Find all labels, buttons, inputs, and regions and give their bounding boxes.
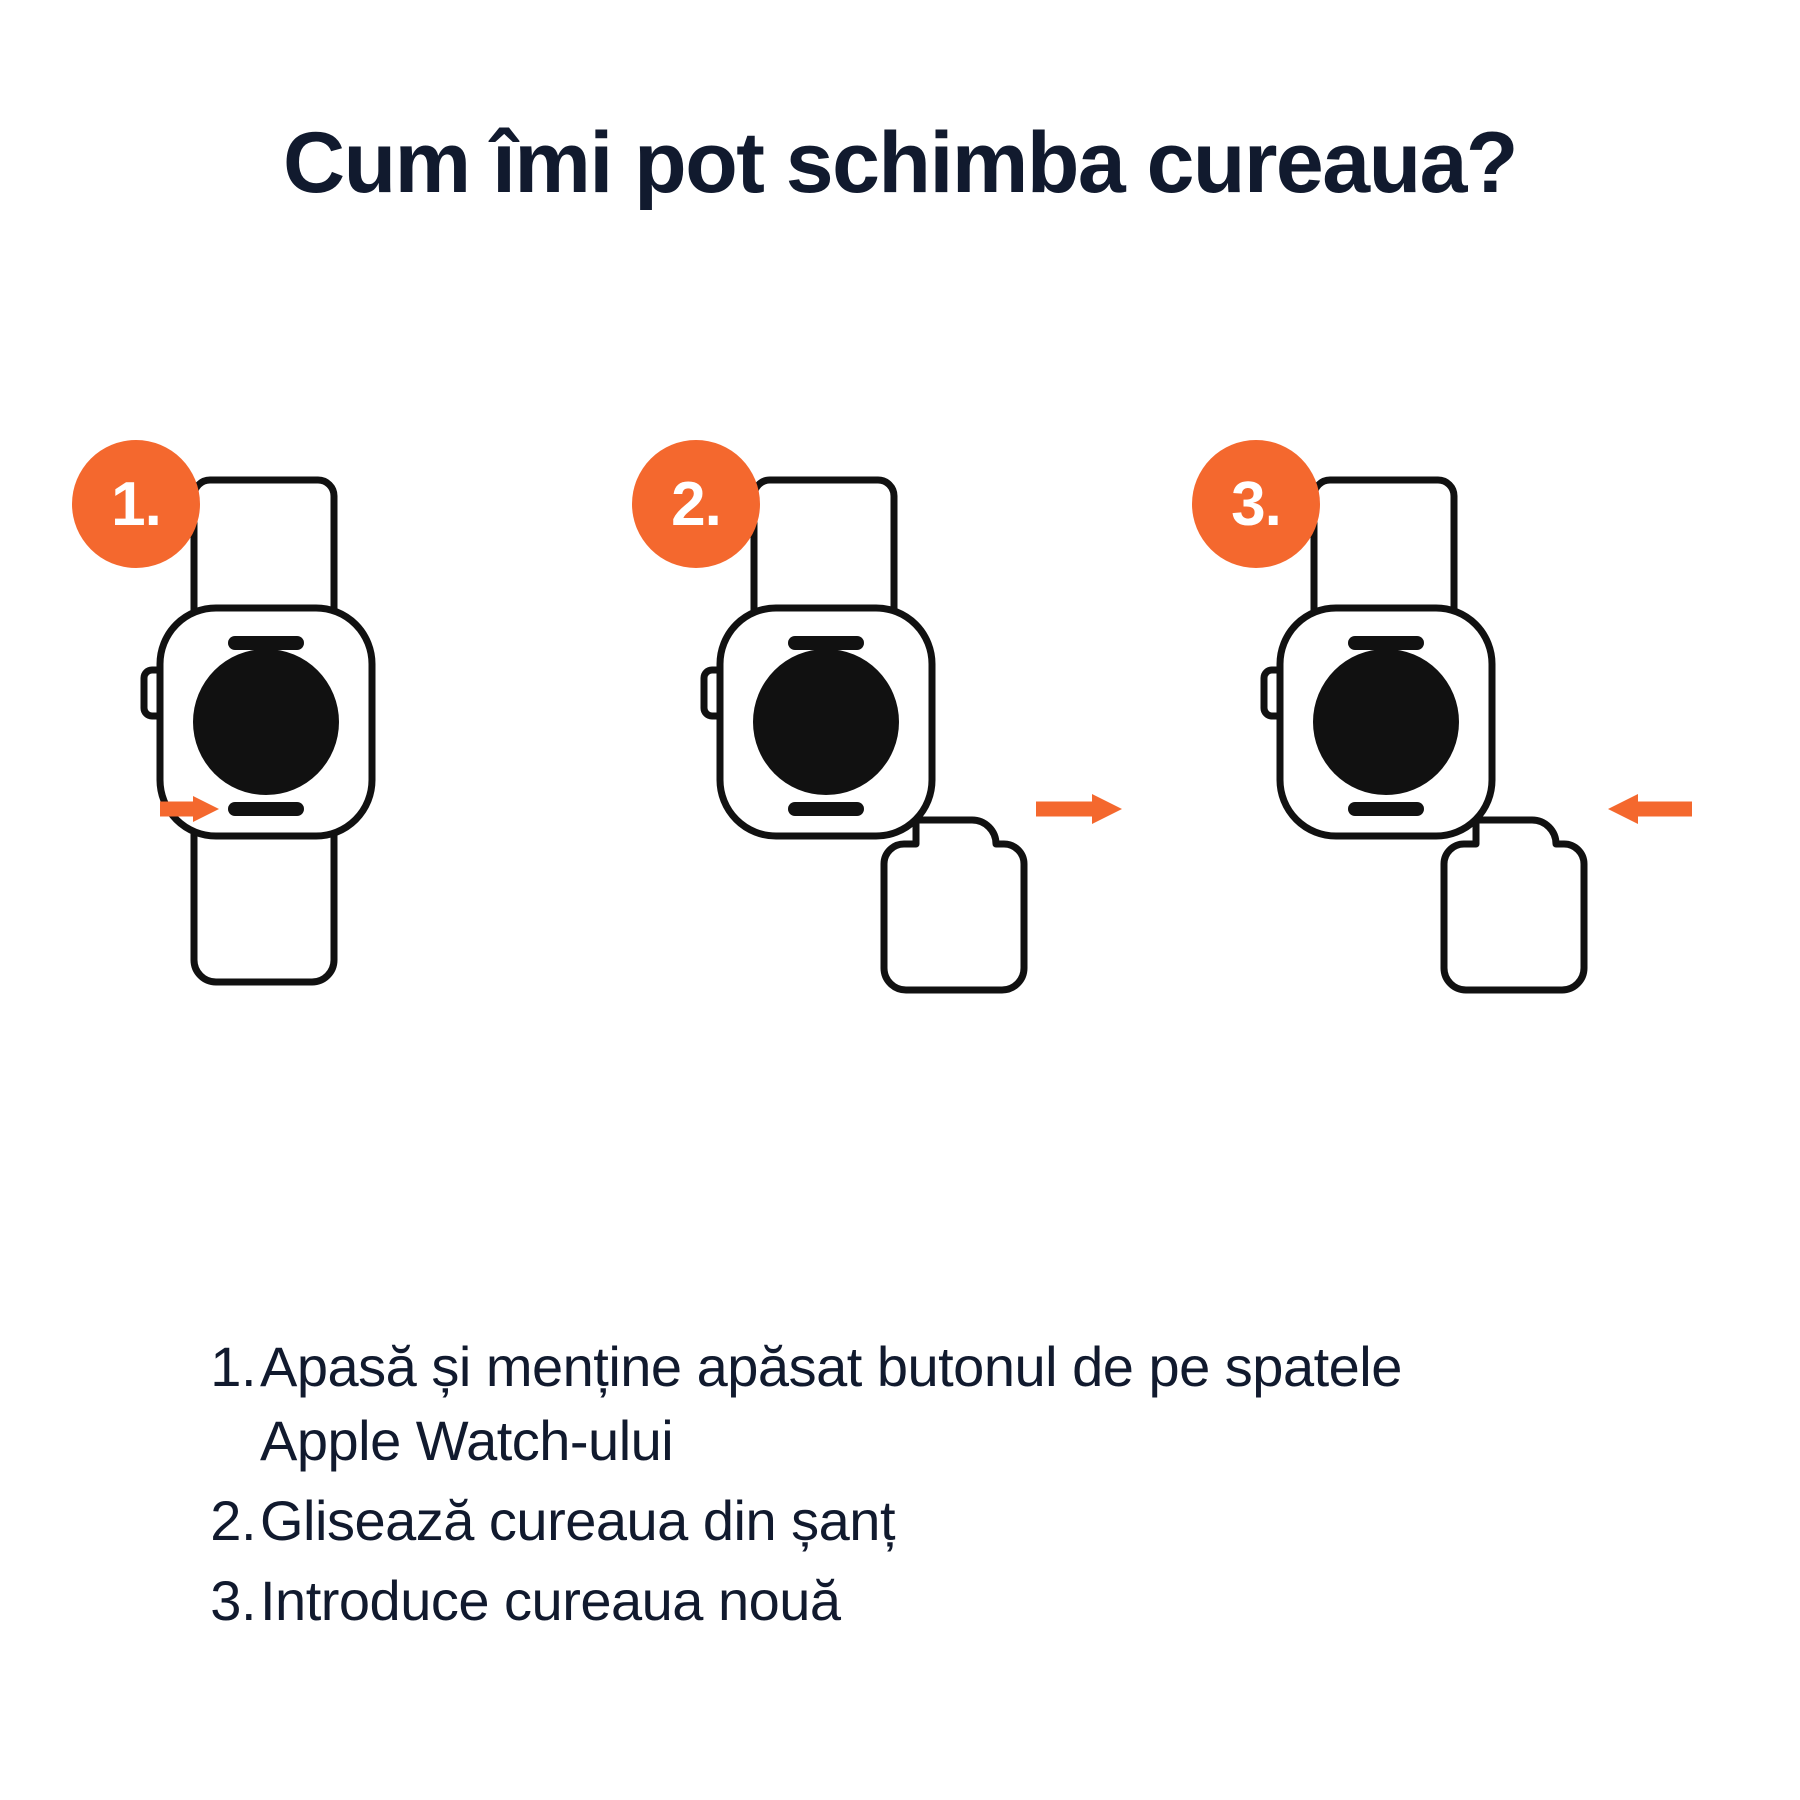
band-slot-bottom [788, 802, 864, 816]
list-item-number: 3. [210, 1568, 256, 1632]
step-2 [620, 440, 1180, 1140]
list-item [190, 1564, 1610, 1638]
watch-sensor [753, 649, 899, 795]
detached-watch-band [884, 820, 1024, 990]
step-number-badge-3: 3. [1192, 440, 1320, 568]
watch-band-bottom [194, 820, 334, 982]
list-item-text: Glisează cureaua din șanț [260, 1488, 895, 1552]
list-item-text: Apasă și menține apăsat butonul de pe spatele Apple Watch-ului [260, 1335, 1402, 1472]
list-item-number: 2. [210, 1488, 256, 1552]
insert-band-arrow [1608, 794, 1692, 824]
step-number-badge-1: 1. [72, 440, 200, 568]
step-1 [60, 440, 620, 1140]
list-item-text: Introduce cureaua nouă [260, 1568, 841, 1632]
watch-sensor [193, 649, 339, 795]
band-slot-top [228, 636, 304, 650]
new-watch-band [1444, 820, 1584, 990]
instructions-list [0, 1330, 1800, 1644]
page-title: Cum îmi pot schimba cureaua? [283, 115, 1517, 211]
band-slot-top [1348, 636, 1424, 650]
step-3 [1180, 440, 1740, 1140]
list-item-number: 1. [210, 1335, 256, 1398]
list-item [190, 1330, 1610, 1478]
list-item [190, 1484, 1610, 1558]
watch-sensor [1313, 649, 1459, 795]
step-number-badge-2: 2. [632, 440, 760, 568]
band-slot-bottom [1348, 802, 1424, 816]
steps-row [0, 440, 1800, 1140]
band-slot-bottom [228, 802, 304, 816]
band-slot-top [788, 636, 864, 650]
slide-band-out-arrow [1036, 794, 1122, 824]
